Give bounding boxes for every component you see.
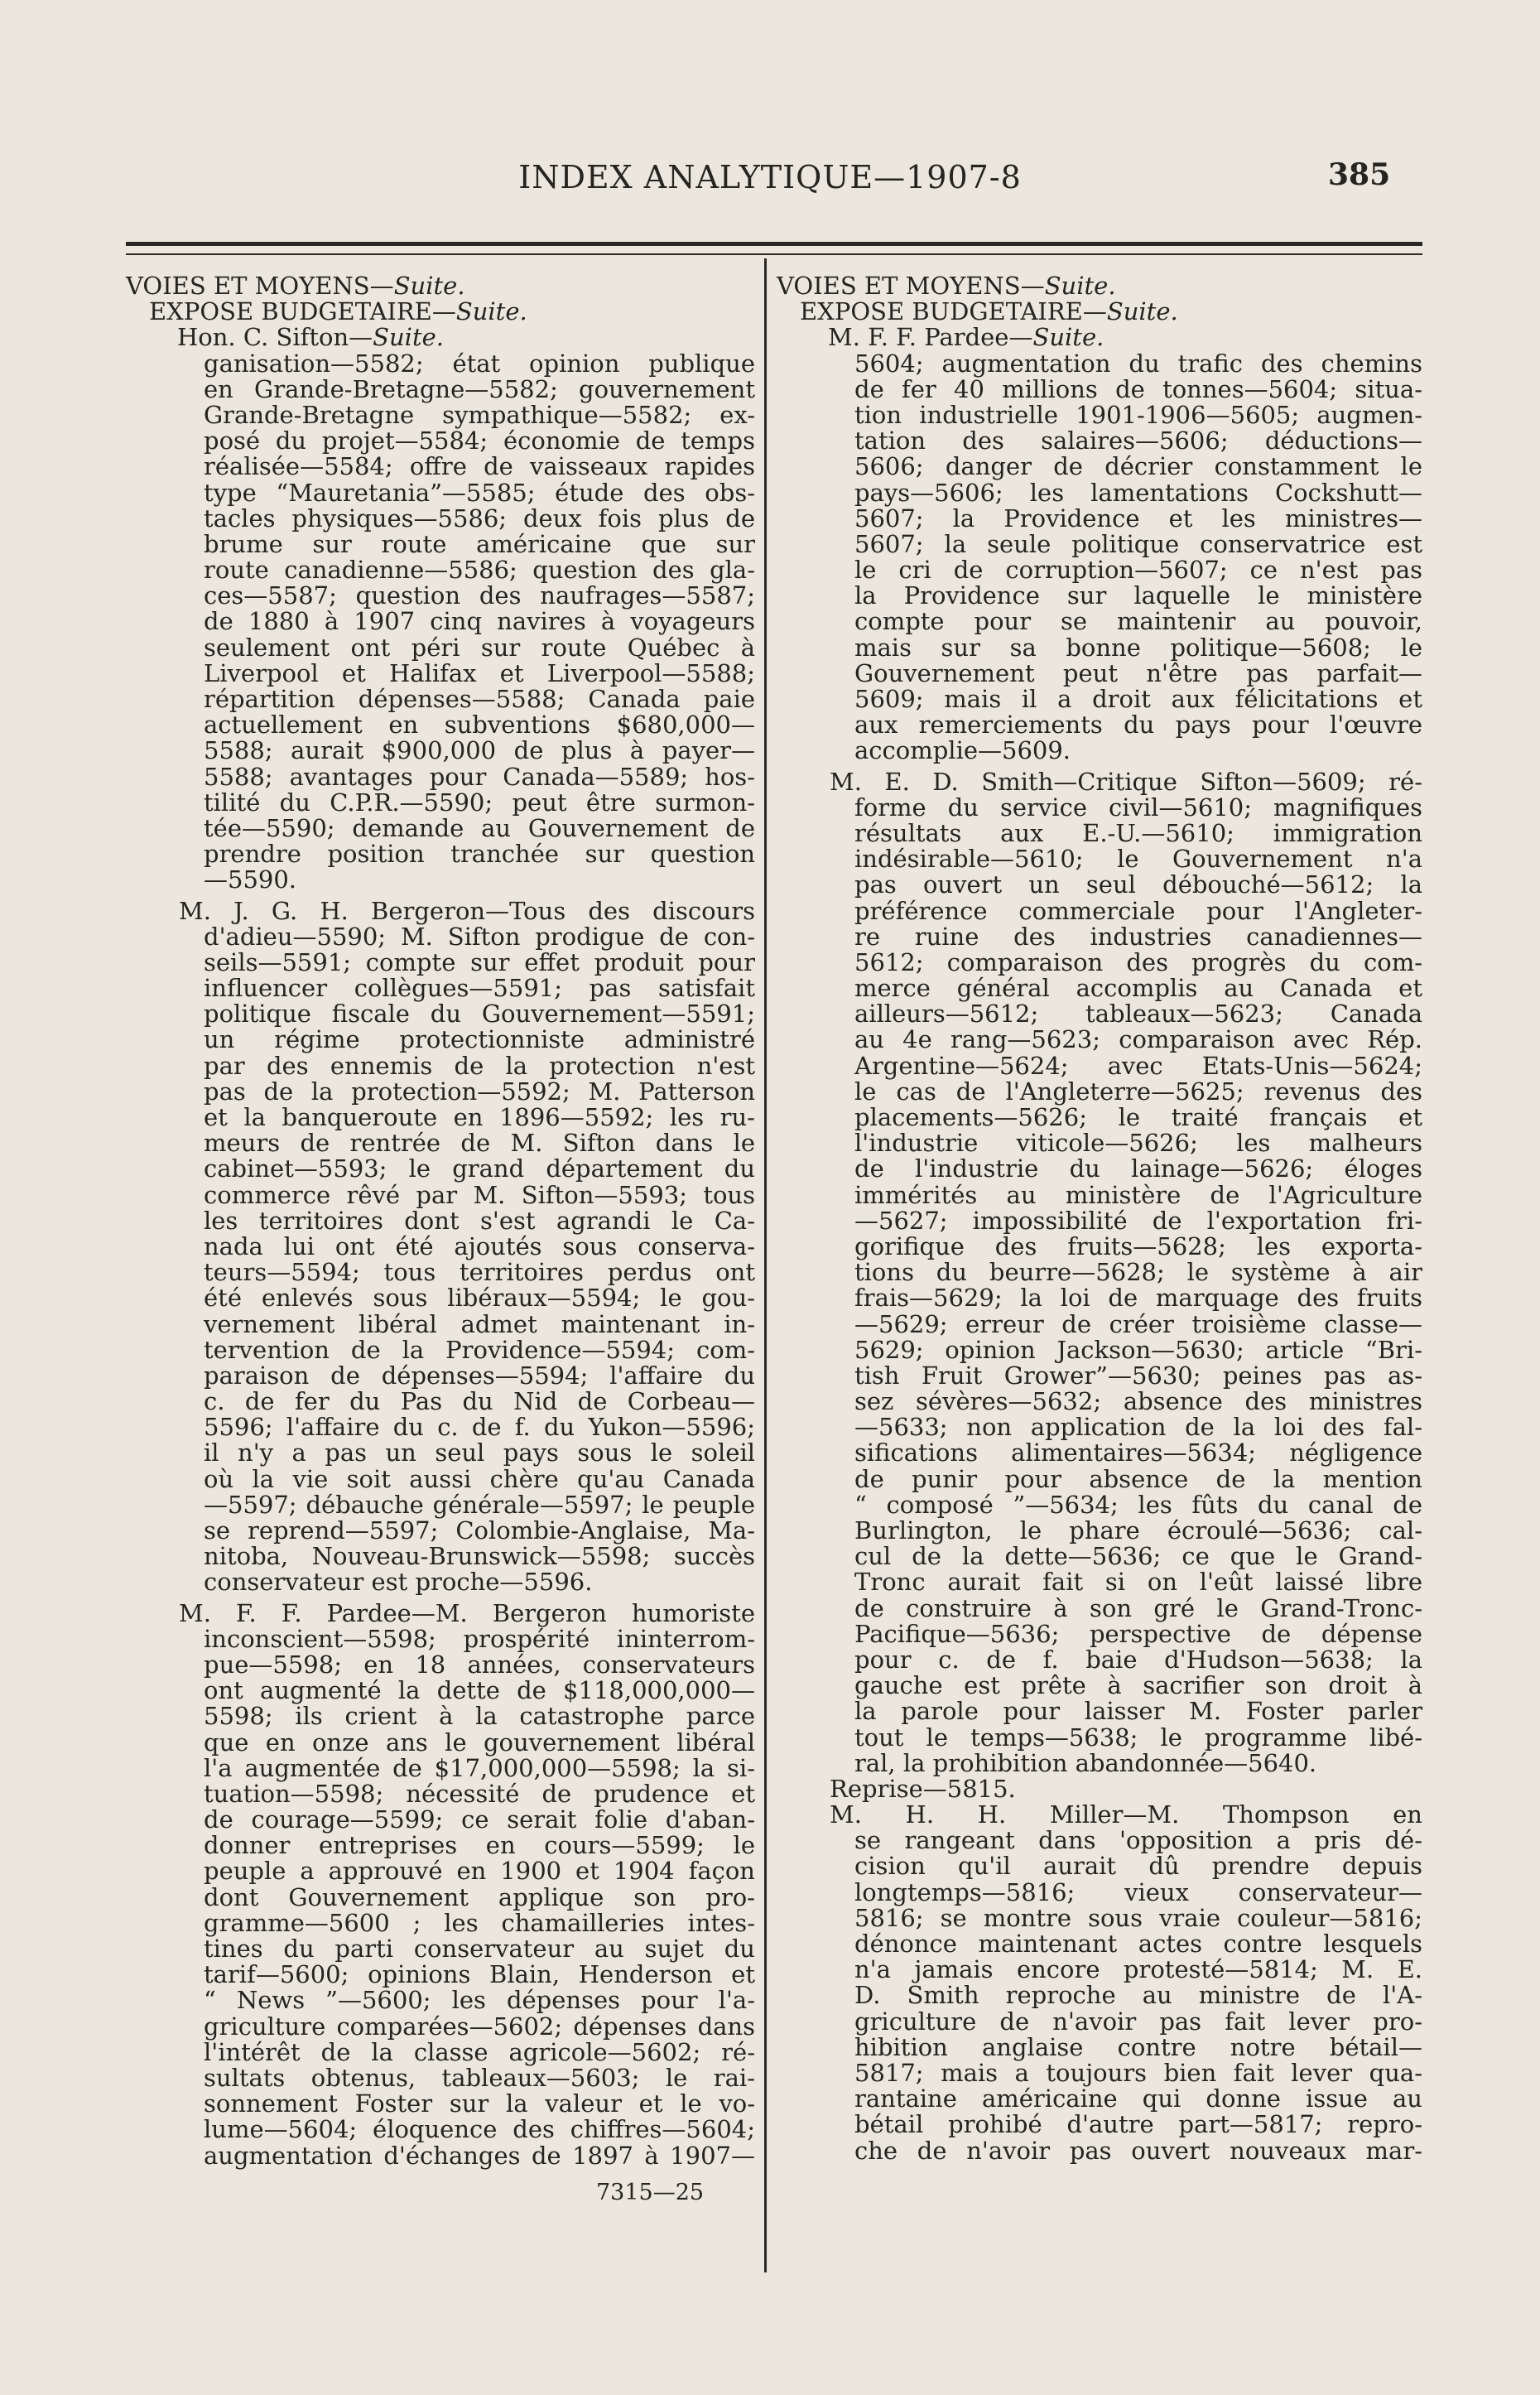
entry-text-line: tilité du C.P.R.—5590; peut être surmon-: [204, 788, 755, 817]
entry-text-line: Argentine—5624; avec Etats-Unis—5624;: [854, 1051, 1422, 1080]
entry-text-line: la Providence sur laquelle le ministère: [854, 581, 1422, 610]
entry-text-line: et la banqueroute en 1896—5592; les ru-: [204, 1103, 755, 1131]
entry-text-line: type “Mauretania”—5585; étude des obs-: [204, 478, 755, 507]
right-column: [777, 273, 1422, 2164]
entry-text-line: merce général accomplis au Canada et: [854, 974, 1422, 1003]
entry-text-line: répartition dépenses—5588; Canada paie: [204, 685, 755, 713]
entry-text-line: nitoba, Nouveau-Brunswick—5598; succès: [204, 1542, 755, 1571]
entry-text-line: d'adieu—5590; M. Sifton prodigue de con-: [204, 922, 755, 951]
entry-text-line: 5629; opinion Jackson—5630; article “Bri-: [854, 1335, 1422, 1364]
speaker-entry: M. E. D. Smith—Critique Sifton—5609; ré-: [830, 767, 1422, 796]
entry-text-line: sez sévères—5632; absence des ministres: [854, 1387, 1422, 1416]
entry-text-line: le cas de l'Angleterre—5625; revenus des: [854, 1077, 1422, 1106]
entry-text-line: 5816; se montre sous vraie couleur—5816;: [854, 1903, 1422, 1932]
entry-text-line: aux remerciements du pays pour l'œuvre: [854, 711, 1422, 740]
entry-text-line: 5598; ils crient à la catastrophe parce: [204, 1702, 755, 1731]
entry-text-line: préférence commerciale pour l'Angleter-: [854, 896, 1422, 925]
entry-text-line: de l'industrie du lainage—5626; éloges: [854, 1154, 1422, 1183]
entry-text-line: tervention de la Providence—5594; com-: [204, 1335, 755, 1364]
reprise-line: Reprise—5815.: [830, 1774, 1016, 1803]
entry-text-line: peuple a approuvé en 1900 et 1904 façon: [204, 1857, 755, 1886]
entry-text-line: gramme—5600 ; les chamailleries intes-: [204, 1908, 755, 1937]
entry-text-line: mais sur sa bonne politique—5608; le: [854, 633, 1422, 662]
entry-text-line: accomplie—5609.: [854, 736, 1071, 765]
entry-text-line: Pacifique—5636; perspective de dépense: [854, 1619, 1422, 1648]
entry-text-line: 5817; mais a toujours bien fait lever qua-: [854, 2058, 1422, 2087]
entry-text-line: l'intérêt de la classe agricole—5602; ré-: [204, 2037, 755, 2066]
entry-text-line: l'a augmentée de $17,000,000—5598; la si-: [204, 1753, 755, 1782]
entry-text-line: tarif—5600; opinions Blain, Henderson et: [204, 1960, 755, 1989]
entry-text-line: été enlevés sous libéraux—5594; le gou-: [204, 1284, 755, 1313]
entry-text-line: che de n'avoir pas ouvert nouveaux mar-: [854, 2136, 1422, 2165]
entry-text-line: immérités au ministère de l'Agriculture: [854, 1180, 1422, 1209]
speaker-entry: M. H. H. Miller—M. Thompson en: [830, 1800, 1422, 1829]
entry-text-line: paraison de dépenses—5594; l'affaire du: [204, 1361, 755, 1390]
entry-text-line: vernement libéral admet maintenant in-: [204, 1309, 755, 1338]
entry-text-line: seils—5591; compte sur effet produit pour: [204, 947, 755, 976]
entry-text-line: D. Smith reproche au ministre de l'A-: [854, 1981, 1422, 2010]
entry-text-line: griculture comparées—5602; dépenses dans: [204, 2012, 755, 2041]
entry-text-line: il n'y a pas un seul pays sous le soleil: [204, 1438, 755, 1467]
entry-text-line: sultats obtenus, tableaux—5603; le rai-: [204, 2063, 755, 2092]
entry-text-line: lume—5604; éloquence des chiffres—5604;: [204, 2115, 755, 2144]
speaker-entry: M. F. F. Pardee—M. Bergeron humoriste: [179, 1598, 755, 1627]
entry-text-line: 5607; la seule politique conservatrice est: [854, 529, 1422, 558]
entry-text-line: en Grande-Bretagne—5582; gouvernement: [204, 374, 755, 403]
entry-text-line: la parole pour laisser M. Foster parler: [854, 1697, 1422, 1726]
entry-text-line: l'industrie viticole—5626; les malheurs: [854, 1129, 1422, 1158]
entry-text-line: ont augmenté la dette de $118,000,000—: [204, 1676, 755, 1705]
entry-text-line: ganisation—5582; état opinion publique: [204, 349, 755, 378]
entry-text-line: Liverpool et Halifax et Liverpool—5588;: [204, 658, 755, 687]
entry-text-line: les territoires dont s'est agrandi le Ca-: [204, 1206, 755, 1235]
section-heading: VOIES ET MOYENS—Suite.: [777, 272, 1116, 300]
entry-text-line: ces—5587; question des naufrages—5587;: [204, 581, 755, 610]
entry-text-line: prendre position tranchée sur question: [204, 840, 755, 869]
entry-text-line: Grande-Bretagne sympathique—5582; ex-: [204, 400, 755, 429]
entry-text-line: tuation—5598; nécessité de prudence et: [204, 1779, 755, 1808]
entry-text-line: tions du beurre—5628; le système à air: [854, 1258, 1422, 1287]
entry-text-line: réalisée—5584; offre de vaisseaux rapides: [204, 452, 755, 481]
entry-text-line: de fer 40 millions de tonnes—5604; situa-: [854, 374, 1422, 403]
header-rule-thick: [126, 242, 1422, 246]
entry-text-line: pas ouvert un seul débouché—5612; la: [854, 870, 1422, 899]
entry-text-line: re ruine des industries canadiennes—: [854, 922, 1422, 951]
entry-text-line: pays—5606; les lamentations Cockshutt—: [854, 478, 1422, 507]
page-title: INDEX ANALYTIQUE—1907-8: [518, 159, 1022, 195]
entry-text-line: de construire à son gré le Grand-Tronc-: [854, 1593, 1422, 1622]
entry-text-line: dénonce maintenant actes contre lesquels: [854, 1930, 1422, 1958]
subsection-heading: EXPOSE BUDGETAIRE—Suite.: [800, 297, 1178, 326]
entry-text-line: 5607; la Providence et les ministres—: [854, 504, 1422, 532]
entry-text-line: résultats aux E.-U.—5610; immigration: [854, 818, 1422, 847]
entry-text-line: Burlington, le phare écroulé—5636; cal-: [854, 1516, 1422, 1544]
entry-text-line: “ composé ”—5634; les fûts du canal de: [854, 1490, 1422, 1519]
entry-text-line: ral, la prohibition abandonnée—5640.: [854, 1748, 1317, 1777]
entry-text-line: tée—5590; demande au Gouvernement de: [204, 813, 755, 842]
entry-text-line: se reprend—5597; Colombie-Anglaise, Ma-: [204, 1516, 755, 1544]
entry-text-line: 5609; mais il a droit aux félicitations et: [854, 685, 1422, 713]
entry-text-line: inconscient—5598; prospérité ininterrom-: [204, 1624, 755, 1653]
entry-text-line: que en onze ans le gouvernement libéral: [204, 1728, 755, 1756]
entry-text-line: politique fiscale du Gouvernement—5591;: [204, 1000, 755, 1029]
entry-text-line: donner entreprises en cours—5599; le: [204, 1831, 755, 1860]
entry-text-line: un régime protectionniste administré: [204, 1025, 755, 1054]
entry-text-line: ailleurs—5612; tableaux—5623; Canada: [854, 1000, 1422, 1029]
entry-text-line: rantaine américaine qui donne issue au: [854, 2084, 1422, 2113]
entry-text-line: influencer collègues—5591; pas satisfait: [204, 974, 755, 1003]
entry-text-line: cul de la dette—5636; ce que le Grand-: [854, 1542, 1422, 1571]
entry-text-line: se rangeant dans 'opposition a pris dé-: [854, 1826, 1422, 1855]
entry-text-line: tish Fruit Grower”—5630; peines pas as-: [854, 1361, 1422, 1390]
speaker-heading: M. F. F. Pardee—Suite.: [828, 323, 1104, 352]
entry-text-line: bétail prohibé d'autre part—5817; repro-: [854, 2110, 1422, 2139]
entry-text-line: gorifique des fruits—5628; les exporta-: [854, 1231, 1422, 1260]
entry-text-line: cabinet—5593; le grand département du: [204, 1154, 755, 1183]
entry-text-line: de courage—5599; ce serait folie d'aban-: [204, 1805, 755, 1834]
entry-text-line: meurs de rentrée de M. Sifton dans le: [204, 1129, 755, 1158]
entry-text-line: tation des salaires—5606; déductions—: [854, 426, 1422, 455]
entry-text-line: 5604; augmentation du trafic des chemins: [854, 349, 1422, 378]
entry-text-line: 5588; avantages pour Canada—5589; hos-: [204, 762, 755, 791]
subsection-heading: EXPOSE BUDGETAIRE—Suite.: [149, 297, 527, 326]
entry-text-line: Gouvernement peut n'être pas parfait—: [854, 658, 1422, 687]
entry-text-line: posé du projet—5584; économie de temps: [204, 426, 755, 455]
entry-text-line: pue—5598; en 18 années, conservateurs: [204, 1650, 755, 1679]
entry-text-line: 5606; danger de décrier constamment le: [854, 452, 1422, 481]
entry-text-line: pas de la protection—5592; M. Patterson: [204, 1077, 755, 1106]
left-column: [126, 273, 755, 2169]
entry-text-line: actuellement en subventions $680,000—: [204, 711, 755, 740]
entry-text-line: —5629; erreur de créer troisième classe—: [854, 1309, 1422, 1338]
entry-text-line: pour c. de f. baie d'Hudson—5638; la: [854, 1645, 1422, 1674]
entry-text-line: 5588; aurait $900,000 de plus à payer—: [204, 736, 755, 765]
speaker-heading: Hon. C. Sifton—Suite.: [177, 323, 444, 352]
entry-text-line: hibition anglaise contre notre bétail—: [854, 2032, 1422, 2061]
column-divider: [764, 258, 767, 2272]
entry-text-line: compte pour se maintenir au pouvoir,: [854, 607, 1422, 636]
entry-text-line: 5612; comparaison des progrès du com-: [854, 947, 1422, 976]
entry-text-line: nada lui ont été ajoutés sous conserva-: [204, 1231, 755, 1260]
entry-text-line: augmentation d'échanges de 1897 à 1907—: [204, 2141, 755, 2170]
entry-text-line: —5590.: [204, 865, 297, 894]
header-rule-thin: [126, 253, 1422, 255]
entry-text-line: n'a jamais encore protesté—5814; M. E.: [854, 1955, 1422, 1984]
entry-text-line: placements—5626; le traité français et: [854, 1103, 1422, 1131]
entry-text-line: griculture de n'avoir pas fait lever pro-: [854, 2007, 1422, 2036]
entry-text-line: “ News ”—5600; les dépenses pour l'a-: [204, 1986, 755, 2015]
entry-text-line: seulement ont péri sur route Québec à: [204, 633, 755, 662]
speaker-entry: M. J. G. H. Bergeron—Tous des discours: [179, 896, 755, 925]
entry-text-line: —5633; non application de la loi des fal-: [854, 1413, 1422, 1442]
entry-text-line: 5596; l'affaire du c. de f. du Yukon—5596;: [204, 1413, 755, 1442]
entry-text-line: tion industrielle 1901-1906—5605; augmen-: [854, 400, 1422, 429]
entry-text-line: où la vie soit aussi chère qu'au Canada: [204, 1464, 755, 1493]
entry-text-line: tacles physiques—5586; deux fois plus de: [204, 504, 755, 532]
entry-text-line: cision qu'il aurait dû prendre depuis: [854, 1852, 1422, 1881]
entry-text-line: indésirable—5610; le Gouvernement n'a: [854, 845, 1422, 874]
entry-text-line: par des ennemis de la protection n'est: [204, 1051, 755, 1080]
entry-text-line: teurs—5594; tous territoires perdus ont: [204, 1258, 755, 1287]
entry-text-line: —5627; impossibilité de l'exportation fri-: [854, 1206, 1422, 1235]
entry-text-line: de punir pour absence de la mention: [854, 1464, 1422, 1493]
entry-text-line: c. de fer du Pas du Nid de Corbeau—: [204, 1387, 755, 1416]
entry-text-line: de 1880 à 1907 cinq navires à voyageurs: [204, 607, 755, 636]
entry-text-line: frais—5629; la loi de marquage des fruits: [854, 1284, 1422, 1313]
entry-text-line: longtemps—5816; vieux conservateur—: [854, 1877, 1422, 1906]
page-number: 385: [1328, 157, 1391, 192]
section-heading: VOIES ET MOYENS—Suite.: [126, 272, 465, 300]
entry-text-line: sonnement Foster sur la valeur et le vo-: [204, 2089, 755, 2118]
entry-text-line: sifications alimentaires—5634; négligence: [854, 1438, 1422, 1467]
entry-text-line: dont Gouvernement applique son pro-: [204, 1882, 755, 1911]
entry-text-line: gauche est prête à sacrifier son droit à: [854, 1671, 1422, 1700]
entry-text-line: commerce rêvé par M. Sifton—5593; tous: [204, 1180, 755, 1209]
printer-signature: 7315—25: [596, 2180, 705, 2205]
entry-text-line: conservateur est proche—5596.: [204, 1568, 593, 1597]
entry-text-line: le cri de corruption—5607; ce n'est pas: [854, 556, 1422, 585]
entry-text-line: tines du parti conservateur au sujet du: [204, 1935, 755, 1963]
entry-text-line: Tronc aurait fait si on l'eût laissé libre: [854, 1568, 1422, 1597]
entry-text-line: au 4e rang—5623; comparaison avec Rép.: [854, 1025, 1422, 1054]
entry-text-line: route canadienne—5586; question des gla-: [204, 556, 755, 585]
entry-text-line: —5597; débauche générale—5597; le peuple: [204, 1490, 755, 1519]
entry-text-line: forme du service civil—5610; magnifiques: [854, 793, 1422, 822]
entry-text-line: brume sur route américaine que sur: [204, 529, 755, 558]
entry-text-line: tout le temps—5638; le programme libé-: [854, 1723, 1422, 1752]
